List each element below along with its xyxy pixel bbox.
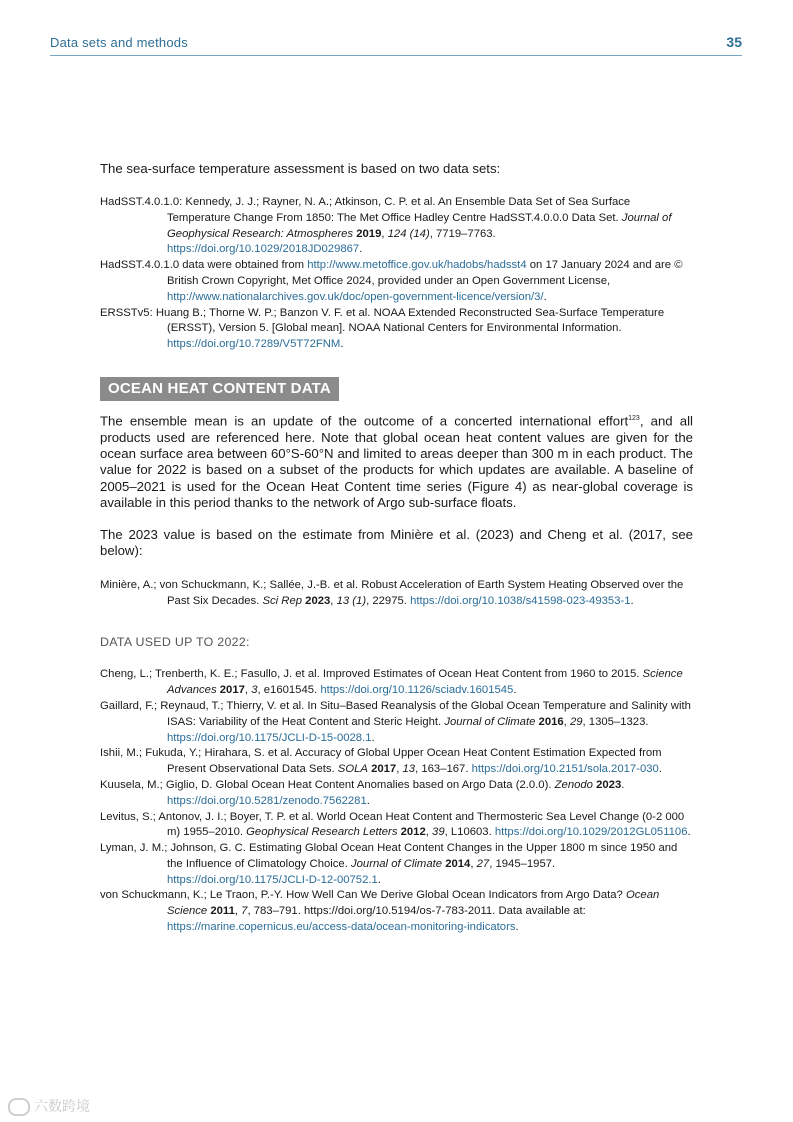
ref-text: Gaillard, F.; Reynaud, T.; Thierry, V. et al. In Situ–Based Reanalysis of the Global Ocean Temperature and Salinity with ISAS: Variability of the Heat Content and Steric Height. — [100, 699, 691, 728]
ohc-section-heading: OCEAN HEAT CONTENT DATA — [100, 377, 339, 401]
ref-text: Ishii, M.; Fukuda, Y.; Hirahara, S. et al. Accuracy of Global Upper Ocean Heat Content Estimation Expected from Present Observational Data Sets. — [100, 747, 662, 776]
ref-year: 2017 — [219, 684, 245, 697]
reference-hadsst: HadSST.4.0.1.0: Kennedy, J. J.; Rayner, N. A.; Atkinson, C. P. et al. An Ensemble Data Set of Sea Surface Temperature Change From 1850: The Met Office Hadley Centre HadSST.4.0.0.0 Data Set. Journal of Geophysical Research: Atmospheres 2019, 124 (14), 7719–7763. https://doi.org/10.1029/2018JD029867. — [100, 196, 672, 256]
ref-journal: Ocean Science — [167, 889, 660, 918]
reference-von-schuckmann: von Schuckmann, K.; Le Traon, P.-Y. How Well Can We Derive Global Ocean Indicators from Argo Data? Ocean Science 2011, 7, 783–791. https://doi.org/10.5194/os-7-783-2011. Data available at: https://marine.copernicus.eu/access-data/ocean-monitoring-indicators. — [100, 889, 660, 934]
page-header — [50, 33, 742, 56]
ref-journal: Science Advances — [167, 668, 683, 697]
page-content — [100, 160, 693, 936]
ref-text: ERSSTv5: Huang B.; Thorne W. P.; Banzon V. F. et al. NOAA Extended Reconstructed Sea-Surface Temperature (ERSST), Version 5. [Global mean]. NOAA National Centers for Environmental Information. — [100, 306, 665, 335]
sst-reference-list — [100, 195, 693, 353]
ref-journal: Journal of Climate — [444, 715, 536, 728]
reference-levitus: Levitus, S.; Antonov, J. I.; Boyer, T. P. et al. World Ocean Heat Content and Thermosteric Sea Level Change (0-2 000 m) 1955–2010. Geophysical Research Letters 2012, 39, L10603. https://doi.org/10.1029/2012GL051106. — [100, 810, 691, 839]
ref-year: 2019 — [356, 227, 382, 240]
ref-text: Levitus, S.; Antonov, J. I.; Boyer, T. P. et al. World Ocean Heat Content and Thermosteric Sea Level Change (0-2 000 m) 1955–2010. — [100, 810, 685, 839]
ref-end: . — [687, 826, 691, 839]
reference-cheng: Cheng, L.; Trenberth, K. E.; Fasullo, J. et al. Improved Estimates of Ocean Heat Content from 1960 to 2015. Science Advances 2017, 3, e1601545. https://doi.org/10.1126/sciadv.1601545. — [100, 668, 683, 697]
ref-year: 2023 — [305, 594, 331, 607]
ref-journal: Journal of Climate — [351, 857, 443, 870]
ref-journal: SOLA — [337, 763, 368, 776]
footnote-marker[interactable]: 123 — [628, 414, 640, 422]
ref-text: Minière, A.; von Schuckmann, K.; Sallée, J.-B. et al. Robust Acceleration of Earth System Heating Observed over the Past Six Decades. — [100, 578, 684, 607]
reference-ishii: Ishii, M.; Fukuda, Y.; Hirahara, S. et al. Accuracy of Global Upper Ocean Heat Content Estimation Expected from Present Observational Data Sets. SOLA 2017, 13, 163–167. https://doi.org/10.2151/sola.2017-030. — [100, 747, 662, 776]
ref-end: . — [630, 594, 634, 607]
ref-text: HadSST.4.0.1.0: Kennedy, J. J.; Rayner, N. A.; Atkinson, C. P. et al. An Ensemble Data Set of Sea Surface Temperature Change From 1850: The Met Office Hadley Centre HadSST.4.0.0.0 Data Set. — [100, 196, 631, 224]
ref-text: von Schuckmann, K.; Le Traon, P.-Y. How Well Can We Derive Global Ocean Indicators from Argo Data? — [100, 889, 626, 902]
ref-volume: 7 — [241, 905, 248, 918]
ref-doi-link[interactable]: https://doi.org/10.2151/sola.2017-030 — [471, 763, 659, 776]
reference-ersst — [100, 306, 693, 353]
ref-doi-link[interactable]: https://doi.org/10.1126/sciadv.1601545 — [320, 684, 514, 697]
ref-volume: 3 — [251, 684, 258, 697]
ref-year: 2017 — [371, 763, 397, 776]
ref-end: . — [371, 731, 375, 744]
ohc-paragraph-2: The 2023 value is based on the estimate from Minière et al. (2023) and Cheng et al. (2017, see below): — [100, 527, 693, 559]
ref-pages: , e1601545. — [257, 684, 321, 697]
watermark-logo-icon — [8, 1098, 30, 1116]
ref-doi-link[interactable]: https://doi.org/10.1175/JCLI-D-12-00752.1 — [167, 873, 378, 886]
ref-year: 2023 — [596, 778, 622, 791]
ref-doi-link[interactable]: https://doi.org/10.7289/V5T72FNM — [167, 338, 341, 351]
ref-text: on 17 January 2024 and are © British Crown Copyright, Met Office 2024, provided under an Open Government License, — [167, 259, 683, 287]
ref-pages: , 22975. — [366, 594, 411, 607]
ref-journal: Zenodo — [554, 778, 593, 791]
ref-volume: 29 — [569, 715, 583, 728]
ref-journal: Sci Rep — [262, 594, 303, 607]
ref-license-link[interactable]: http://www.nationalarchives.gov.uk/doc/open-government-licence/version/3/ — [167, 290, 544, 303]
ref-url-link[interactable]: http://www.metoffice.gov.uk/hadobs/hadsst4 — [307, 259, 527, 272]
ref-end: . — [513, 684, 517, 697]
ref-data-link[interactable]: https://marine.copernicus.eu/access-data/ocean-monitoring-indicators — [167, 921, 516, 934]
para-text: , and all products used are referenced here. Note that global ocean heat content values are given for the ocean surface area between 60°S-60°N and limited to areas deeper than 300 m in each product. The value for 2022 is based on a subset of the products for which updates are available. A baseline of 2005–2021 is used for the Ocean Heat Content time series (Figure 4) as near-global coverage is available in this period thanks to the network of Argo sub-surface floats. — [100, 413, 693, 510]
watermark — [8, 1096, 90, 1116]
ref-volume: 39 — [432, 826, 445, 839]
ref-pages: , 7719–7763. — [429, 227, 496, 240]
data-used-subheading: DATA USED UP TO 2022: — [100, 635, 250, 650]
ref-year: 2014 — [445, 857, 471, 870]
ref-text: HadSST.4.0.1.0 data were obtained from — [100, 259, 308, 272]
ref-year: 2011 — [210, 905, 235, 918]
ohc-reference-list — [100, 667, 693, 936]
reference-hadsst-source — [100, 258, 693, 305]
ref-end: . — [515, 921, 519, 934]
ref-pages: , 1305–1323. — [582, 715, 649, 728]
page-number: 35 — [726, 34, 742, 50]
reference-kuusela — [100, 778, 693, 810]
ref-text: Cheng, L.; Trenberth, K. E.; Fasullo, J. et al. Improved Estimates of Ocean Heat Content from 1960 to 2015. — [100, 668, 643, 681]
ref-volume: 124 (14) — [387, 227, 430, 240]
ref-end: . — [340, 338, 344, 351]
reference-lyman: Lyman, J. M.; Johnson, G. C. Estimating Global Ocean Heat Content Changes in the Upper 1800 m since 1950 and the Influence of Climatology Choice. Journal of Climate 2014, 27, 1945–1957. https://doi.org/10.1175/JCLI-D-12-00752.1. — [100, 842, 678, 886]
ref-year: 2012 — [400, 826, 426, 839]
ref-pages: , 163–167. — [415, 763, 472, 776]
ref-doi-link[interactable]: https://doi.org/10.1175/JCLI-D-15-0028.1 — [167, 731, 372, 744]
ref-volume: 27 — [476, 857, 490, 870]
ref-end: . — [658, 763, 662, 776]
ref-doi-link[interactable]: https://doi.org/10.5281/zenodo.7562281 — [167, 794, 367, 807]
ref-end: . — [359, 243, 363, 256]
ohc-paragraph-1 — [100, 411, 693, 511]
section-title: Data sets and methods — [50, 35, 188, 50]
ref-end: . — [377, 873, 381, 886]
ref-text: Kuusela, M.; Giglio, D. Global Ocean Heat Content Anomalies based on Argo Data (2.0.0). — [100, 778, 555, 791]
ref-end: . — [543, 290, 547, 303]
ref-pages: , 783–791. https://doi.org/10.5194/os-7-783-2011. Data available at: — [247, 905, 586, 918]
sst-intro: The sea-surface temperature assessment is based on two data sets: — [100, 161, 501, 176]
ref-doi-link[interactable]: https://doi.org/10.1029/2018JD029867 — [167, 243, 360, 256]
ref-year: 2016 — [538, 715, 564, 728]
reference-miniere: Minière, A.; von Schuckmann, K.; Sallée, J.-B. et al. Robust Acceleration of Earth System Heating Observed over the Past Six Decades. Sci Rep 2023, 13 (1), 22975. https://doi.org/10.1038/s41598-023-49353-1. — [100, 578, 684, 607]
reference-gaillard: Gaillard, F.; Reynaud, T.; Thierry, V. et al. In Situ–Based Reanalysis of the Global Ocean Temperature and Salinity with ISAS: Variability of the Heat Content and Steric Height. Journal of Climate 2016, 29, 1305–1323. https://doi.org/10.1175/JCLI-D-15-0028.1. — [100, 699, 691, 744]
ref-end: . — [366, 794, 370, 807]
ref-journal: Journal of Geophysical Research: Atmospheres — [167, 211, 672, 240]
ref-volume: 13 — [402, 763, 416, 776]
ref-doi-link[interactable]: https://doi.org/10.1029/2012GL051106 — [494, 826, 688, 839]
ref-journal: Geophysical Research Letters — [246, 826, 398, 839]
ref-volume: 13 (1) — [336, 594, 367, 607]
ref-pages: , 1945–1957. — [489, 857, 556, 870]
ref-pages: , L10603. — [444, 826, 495, 839]
ref-pages: . — [621, 778, 625, 791]
ref-text: Lyman, J. M.; Johnson, G. C. Estimating Global Ocean Heat Content Changes in the Upper 1800 m since 1950 and the Influence of Climatology Choice. — [100, 842, 678, 870]
ref-doi-link[interactable]: https://doi.org/10.1038/s41598-023-49353-1 — [410, 594, 631, 607]
watermark-text: 六数跨境 — [34, 1098, 90, 1114]
para-text: The ensemble mean is an update of the outcome of a concerted international effort — [100, 413, 629, 429]
